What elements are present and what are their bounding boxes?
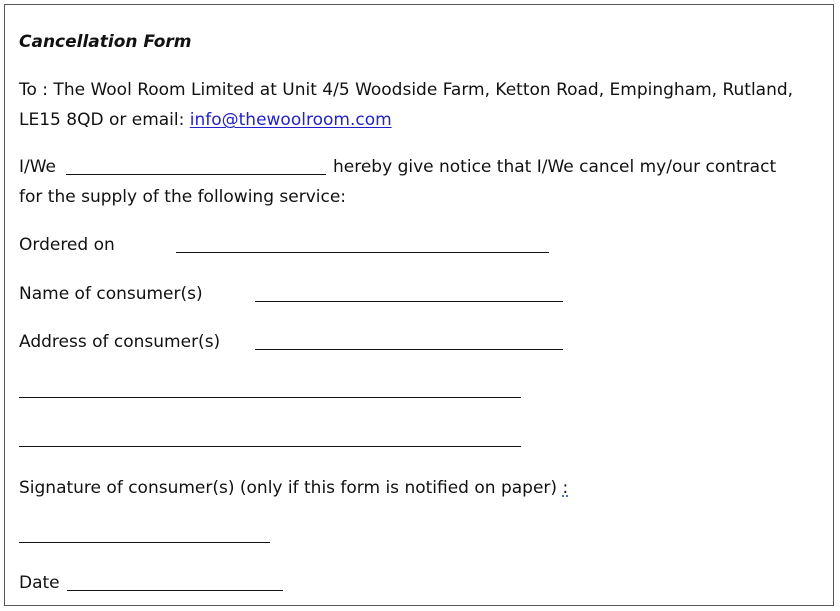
ordered-on-label: Ordered on	[19, 235, 115, 255]
consumer-name-field-blank[interactable]	[255, 301, 563, 302]
consumer-address-blank-1[interactable]	[255, 349, 563, 350]
consumer-address-label: Address of consumer(s)	[19, 332, 221, 352]
recipient-address-line-1: To : The Wool Room Limited at Unit 4/5 Woodside Farm, Ketton Road, Empingham, Rutland,	[19, 80, 794, 100]
signature-label	[19, 478, 568, 498]
recipient-address-line-2	[19, 110, 392, 130]
notice-prefix: I/We	[19, 157, 57, 177]
notice-text: hereby give notice that I/We cancel my/our contract	[333, 157, 777, 177]
signature-blank[interactable]	[19, 542, 270, 543]
ordered-on-blank[interactable]	[176, 252, 549, 253]
signature-colon: :	[562, 478, 569, 498]
email-link[interactable]: info@thewoolroom.com	[189, 110, 392, 130]
consumer-address-blank-3[interactable]	[19, 446, 521, 447]
notice-text-line-2: for the supply of the following service:	[19, 187, 347, 207]
date-blank[interactable]	[67, 590, 283, 591]
consumer-address-blank-2[interactable]	[19, 397, 521, 398]
signature-label-text: Signature of consumer(s) (only if this form is notified on paper)	[19, 478, 563, 498]
consumer-name-blank[interactable]	[66, 174, 326, 175]
form-title: Cancellation Form	[19, 32, 192, 52]
recipient-address-prefix: LE15 8QD or email:	[19, 110, 190, 130]
date-label: Date	[19, 573, 60, 593]
consumer-name-label: Name of consumer(s)	[19, 284, 203, 304]
